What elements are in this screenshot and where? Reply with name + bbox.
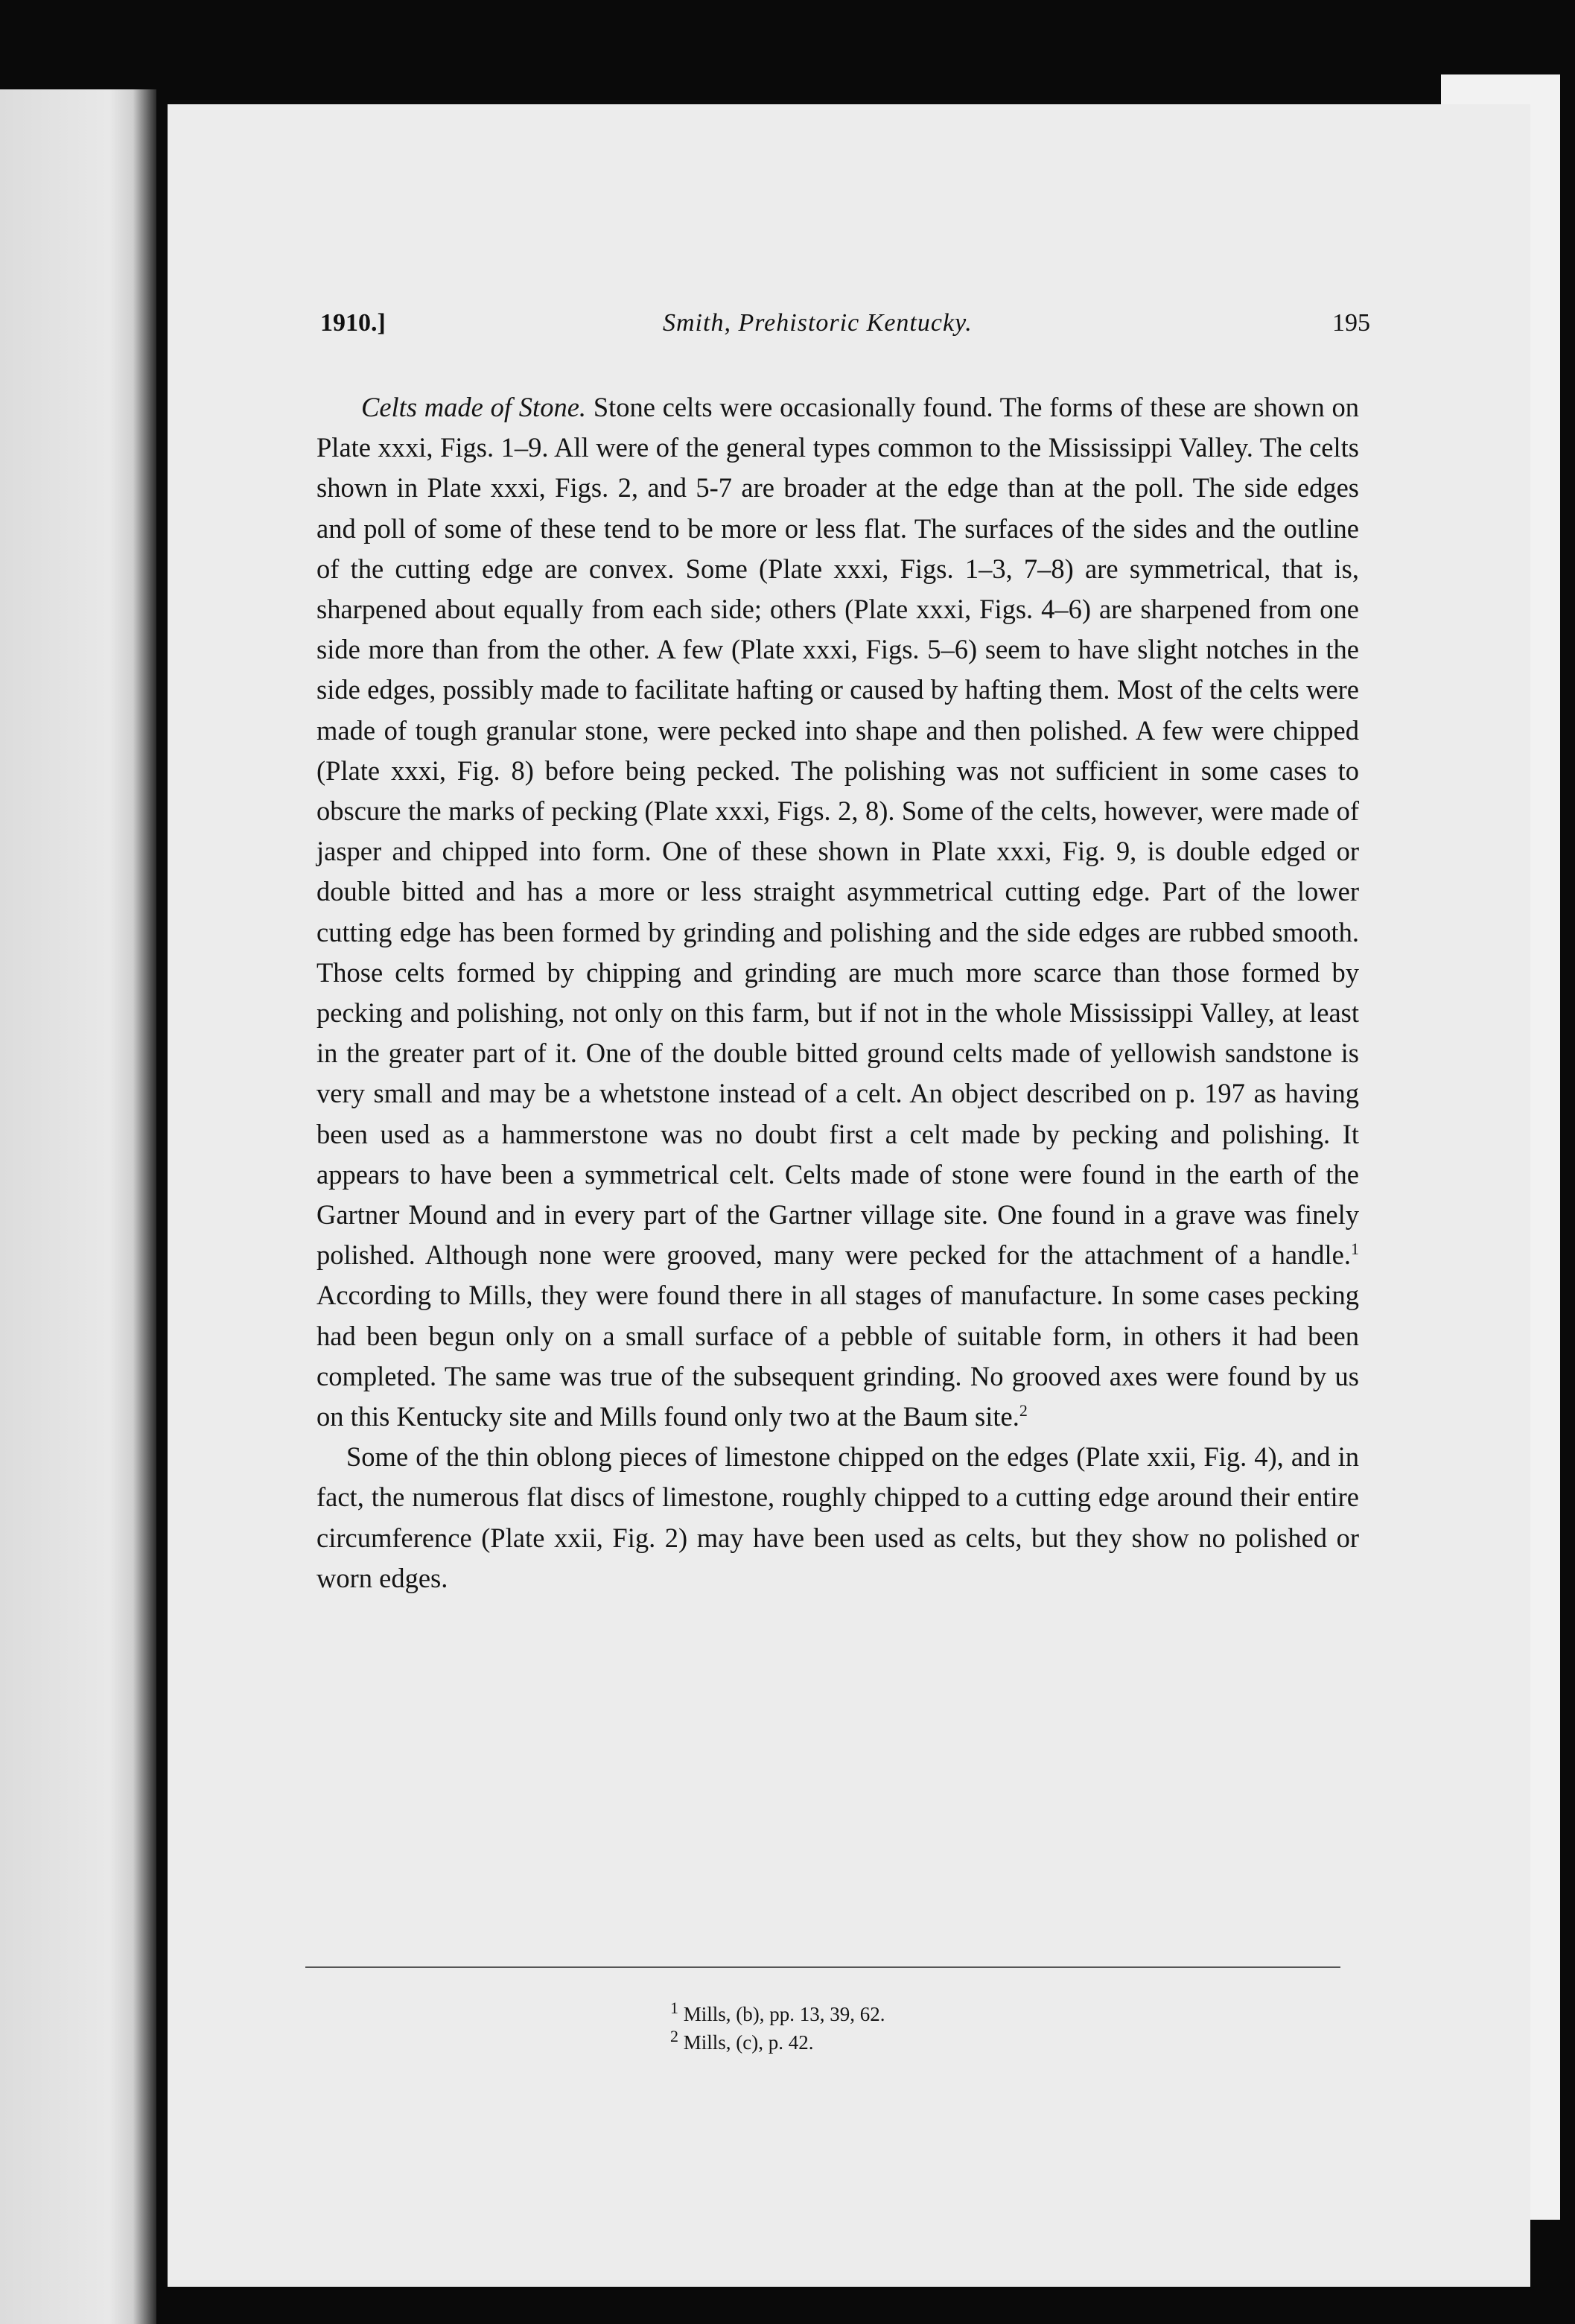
page-number: 195 bbox=[1332, 309, 1370, 337]
body-text bbox=[316, 387, 1359, 1598]
footnote-divider bbox=[305, 1966, 1340, 1968]
header-year: 1910.] bbox=[320, 309, 386, 337]
running-title: Smith, Prehistoric Kentucky. bbox=[663, 309, 973, 337]
footnote bbox=[670, 2028, 885, 2057]
footnotes bbox=[670, 2000, 885, 2057]
paragraph-1-text: Stone celts were occasionally found. The forms of these are shown on Plate xxxi, Figs. 1–9. All were of the general types common to the Mississippi Valley. The celts shown in Plate xxxi, Figs. 2, and 5-7 are broader at the edge than at the poll. The side edges and poll of some of these tend to be more or less flat. The surfaces of the sides and the outline of the cutting edge are convex. Some (Plate xxxi, Figs. 1–3, 7–8) are symmetrical, that is, sharpened about equally from each side; others (Plate xxxi, Figs. 4–6) are sharpened from one side more than from the other. A few (Plate xxxi, Figs. 5–6) seem to have slight notches in the side edges, possibly made to facilitate hafting or caused by hafting them. Most of the celts were made of tough granular stone, were pecked into shape and then polished. A few were chipped (Plate xxxi, Fig. 8) before being pecked. The polishing was not sufficient in some cases to obscure the marks of pecking (Plate xxxi, Figs. 2, 8). Some of the celts, however, were made of jasper and chipped into form. One of these shown in Plate xxxi, Fig. 9, is double edged or double bitted and has a more or less straight asymmetrical cutting edge. Part of the lower cutting edge has been formed by grinding and polishing and the side edges are rubbed smooth. Those celts formed by chipping and grinding are much more scarce than those formed by pecking and polishing, not only on this farm, but if not in the whole Mississippi Valley, at least in the greater part of it. One of the double bitted ground celts made of yellowish sandstone is very small and may be a whetstone instead of a celt. An object described on p. 197 as having been used as a hammerstone was no doubt first a celt made by pecking and polishing. It appears to have been a symmetrical celt. Celts made of stone were found in the earth of the Gartner Mound and in every part of the Gartner village site. One found in a grave was finely polished. Although none were grooved, many were pecked for the attachment of a handle. bbox=[316, 392, 1360, 1271]
footnote-mark: 2 bbox=[670, 2027, 678, 2045]
section-lead: Celts made of Stone. bbox=[361, 392, 587, 422]
paragraph-1-text-continued: According to Mills, they were found there in all stages of manufacture. In some cases pecking had been begun only on a small surface of a pebble of suitable form, in others it had been completed. The same was true of the subsequent grinding. No grooved axes were found by us on this Kentucky site and Mills found only two at the Baum site. bbox=[316, 1280, 1359, 1432]
paragraph-1 bbox=[316, 387, 1359, 1437]
footnote-text: Mills, (b), pp. 13, 39, 62. bbox=[683, 2003, 885, 2025]
left-page-edge bbox=[0, 89, 156, 2324]
page-header bbox=[320, 309, 1370, 354]
paragraph-2: Some of the thin oblong pieces of limestone chipped on the edges (Plate xxii, Fig. 4), and in fact, the numerous flat discs of limestone, roughly chipped to a cutting edge around their entire circumference (Plate xxii, Fig. 2) may have been used as celts, but they show no polished or worn edges. bbox=[316, 1441, 1359, 1593]
footnote-ref-2: 2 bbox=[1019, 1400, 1028, 1420]
footnote bbox=[670, 2000, 885, 2028]
footnote-ref-1: 1 bbox=[1351, 1239, 1359, 1259]
footnote-mark: 1 bbox=[670, 1998, 678, 2017]
footnote-text: Mills, (c), p. 42. bbox=[683, 2031, 814, 2054]
